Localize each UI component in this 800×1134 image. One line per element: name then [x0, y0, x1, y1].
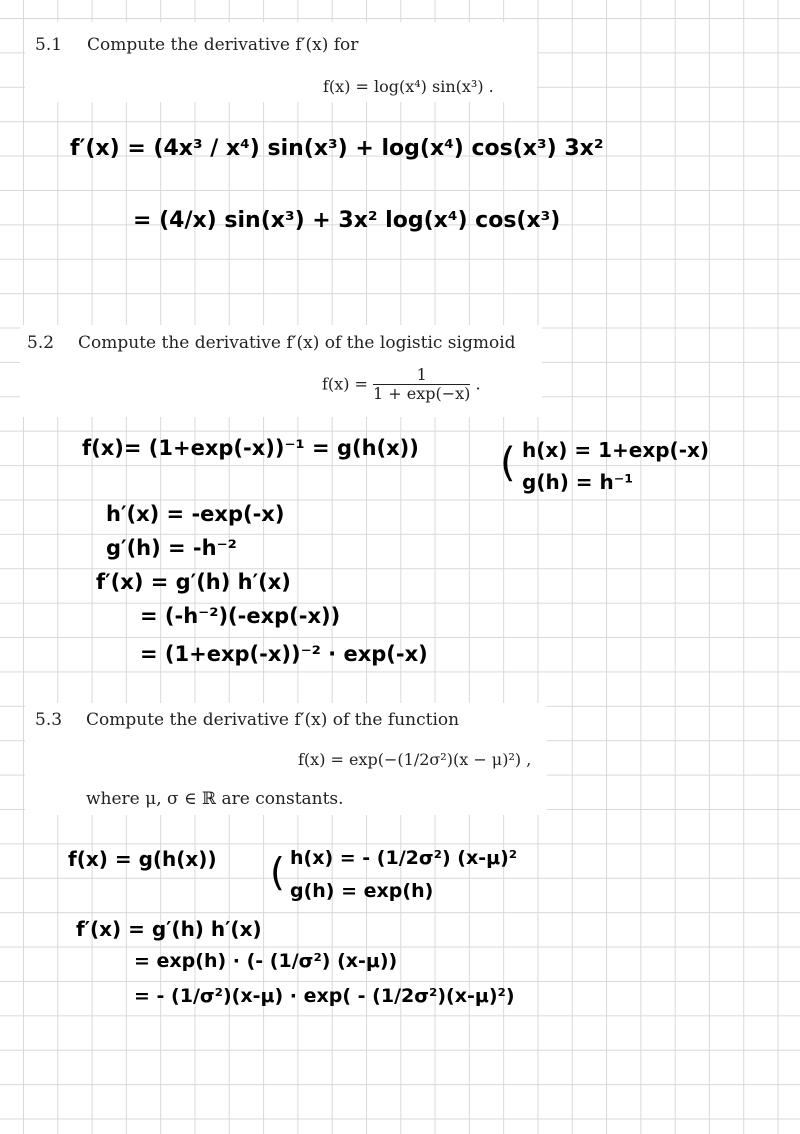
handwritten-line: = (1+exp(-x))⁻² · exp(-x)	[140, 642, 428, 666]
problem-note: where μ, σ ∈ ℝ are constants.	[86, 789, 344, 809]
handwritten-line: g(h) = exp(h)	[290, 880, 434, 902]
formula-end: .	[475, 374, 481, 394]
handwritten-line: h(x) = - (1/2σ²) (x-μ)²	[290, 847, 518, 869]
handwritten-line: f(x)= (1+exp(-x))⁻¹ = g(h(x))	[82, 436, 419, 460]
formula-numerator: 1	[416, 365, 427, 384]
handwritten-line: = exp(h) · (- (1/σ²) (x-μ))	[134, 950, 398, 972]
handwritten-line: h′(x) = -exp(-x)	[106, 502, 285, 526]
problem-prompt: Compute the derivative f′(x) of the function	[86, 710, 460, 730]
handwritten-line: g′(h) = -h⁻²	[106, 536, 237, 560]
problem-prompt: Compute the derivative f′(x) of the logistic sigmoid	[78, 333, 516, 353]
problem-number: 5.1	[35, 35, 63, 55]
handwritten-line: = (-h⁻²)(-exp(-x))	[140, 604, 341, 628]
formula-lhs: f(x) =	[322, 374, 368, 394]
problem-formula	[322, 366, 481, 402]
problem-formula: f(x) = exp(−(1/2σ²)(x − μ)²) ,	[298, 750, 532, 769]
brace: (	[270, 850, 285, 894]
problem-number: 5.3	[35, 710, 63, 730]
problem-number: 5.2	[27, 333, 55, 353]
handwritten-line: f(x) = g(h(x))	[68, 847, 217, 871]
handwritten-line: g(h) = h⁻¹	[522, 470, 634, 494]
problem-prompt: Compute the derivative f′(x) for	[87, 35, 359, 55]
handwritten-line: h(x) = 1+exp(-x)	[522, 438, 710, 462]
handwritten-line: f′(x) = (4x³ / x⁴) sin(x³) + log(x⁴) cos(x³) 3x²	[70, 136, 604, 161]
handwritten-line: = (4/x) sin(x³) + 3x² log(x⁴) cos(x³)	[133, 208, 561, 233]
formula-denominator: 1 + exp(−x)	[373, 383, 471, 403]
brace: (	[500, 440, 516, 486]
handwritten-line: = - (1/σ²)(x-μ) · exp( - (1/2σ²)(x-μ)²)	[134, 985, 515, 1007]
handwritten-line: f′(x) = g′(h) h′(x)	[76, 917, 262, 941]
formula-fraction	[373, 366, 470, 402]
problem-formula: f(x) = log(x⁴) sin(x³) .	[323, 77, 494, 96]
handwritten-line: f′(x) = g′(h) h′(x)	[96, 570, 291, 594]
